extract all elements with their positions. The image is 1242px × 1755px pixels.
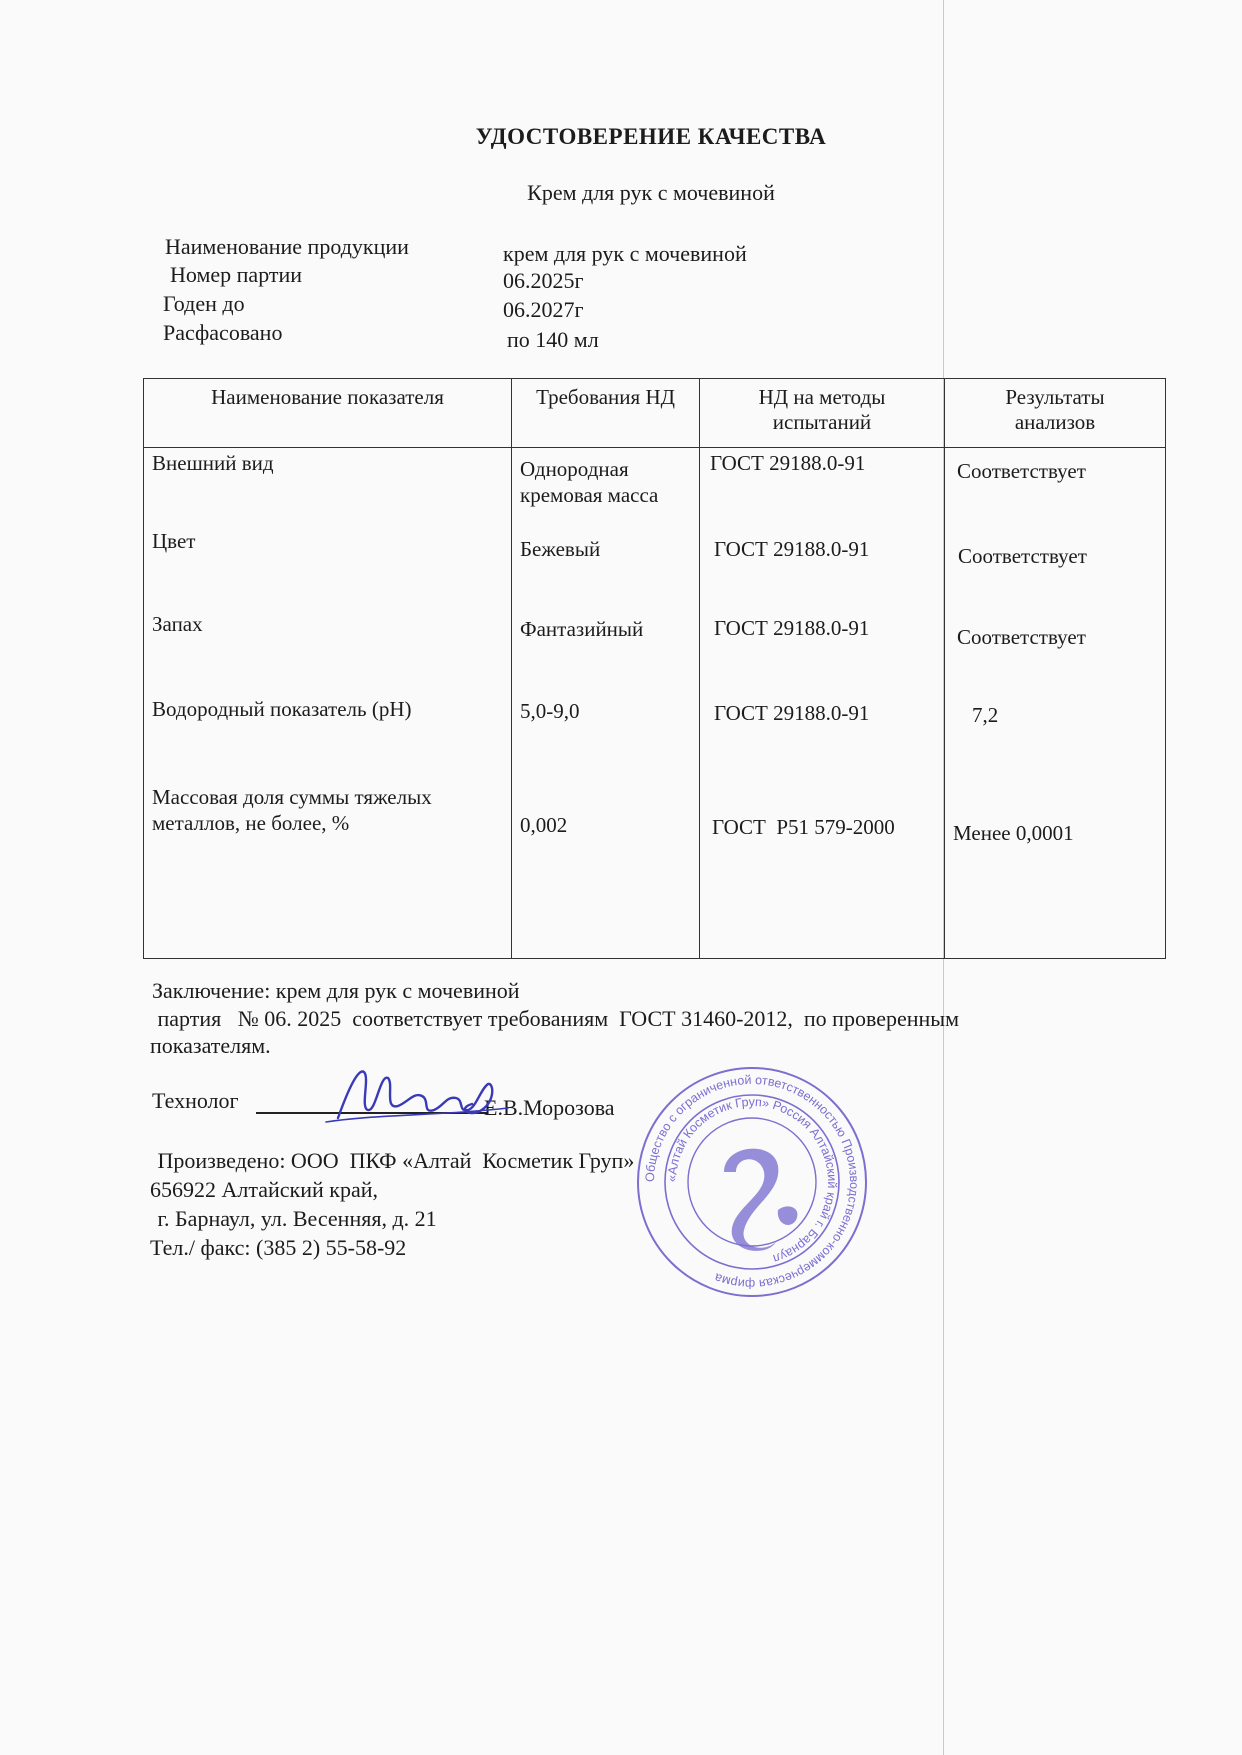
info-value-product: крем для рук с мочевиной [503, 241, 747, 266]
header-requirement: Требования НД [512, 379, 700, 448]
row-result-color: Соответствует [958, 544, 1087, 568]
row-method-ph: ГОСТ 29188.0-91 [714, 701, 870, 725]
row-req-color: Бежевый [520, 537, 601, 561]
table-header-row [144, 379, 1166, 448]
row-result-metals: Менее 0,0001 [953, 821, 1074, 845]
row-req-ph: 5,0-9,0 [520, 699, 580, 723]
row-req-smell: Фантазийный [520, 617, 644, 641]
row-result-appearance: Соответствует [957, 459, 1086, 483]
row-req-appearance: Однородная кремовая масса [520, 457, 659, 507]
row-method-color: ГОСТ 29188.0-91 [714, 537, 870, 561]
column-indicator [144, 448, 512, 959]
row-name-smell: Запах [152, 612, 203, 636]
info-value-expiry: 06.2027г [503, 297, 584, 322]
svg-text:Общество с ограниченной ответс: Общество с ограниченной ответственностью Производственно-коммерческая фирма [642, 1072, 862, 1292]
row-name-color: Цвет [152, 529, 196, 553]
row-method-smell: ГОСТ 29188.0-91 [714, 616, 870, 640]
conclusion-line-1: Заключение: крем для рук с мочевиной [152, 978, 520, 1003]
row-method-appearance: ГОСТ 29188.0-91 [710, 451, 866, 475]
info-value-packing: по 140 мл [507, 327, 599, 352]
table-body-row [144, 448, 1166, 959]
technologist-name: Е.В.Морозова [484, 1095, 615, 1120]
producer-line-1: Произведено: ООО ПКФ «Алтай Косметик Груп» [152, 1148, 635, 1173]
info-label-expiry: Годен до [163, 291, 245, 316]
info-label-product: Наименование продукции [165, 234, 409, 259]
column-result [945, 448, 1166, 959]
technologist-label: Технолог [152, 1088, 239, 1113]
header-indicator: Наименование показателя [144, 379, 512, 448]
producer-line-4: Тел./ факс: (385 2) 55-58-92 [150, 1235, 407, 1260]
row-method-metals: ГОСТ Р51 579-2000 [712, 815, 895, 839]
info-label-batch: Номер партии [170, 262, 303, 287]
producer-line-2: 656922 Алтайский край, [150, 1177, 379, 1202]
column-requirement [512, 448, 700, 959]
svg-text:«Алтай Косметик Груп» Россия А: «Алтай Косметик Груп» Россия Алтайский край г. Барнаул [664, 1094, 840, 1266]
row-req-metals: 0,002 [520, 813, 568, 837]
column-method [700, 448, 945, 959]
info-label-packing: Расфасовано [163, 320, 283, 345]
conclusion-line-3: показателям. [150, 1033, 271, 1058]
company-stamp [632, 1062, 872, 1302]
product-subtitle: Крем для рук с мочевиной [527, 180, 775, 205]
info-value-batch: 06.2025г [503, 268, 584, 293]
row-name-metals: Массовая доля суммы тяжелых металлов, не более, % [152, 785, 432, 835]
quality-table [143, 378, 1166, 959]
producer-line-3: г. Барнаул, ул. Весенняя, д. 21 [152, 1206, 437, 1231]
row-result-ph: 7,2 [972, 703, 999, 727]
header-method: НД на методы испытаний [700, 379, 945, 448]
document-title: УДОСТОВЕРЕНИЕ КАЧЕСТВА [475, 124, 827, 149]
signature-image [318, 1060, 518, 1130]
header-result: Результаты анализов [945, 379, 1166, 448]
row-name-appearance: Внешний вид [152, 451, 274, 475]
conclusion-line-2: партия № 06. 2025 соответствует требованиям ГОСТ 31460-2012, по проверенным [152, 1006, 959, 1031]
row-name-ph: Водородный показатель (pH) [152, 697, 412, 721]
row-result-smell: Соответствует [957, 625, 1086, 649]
